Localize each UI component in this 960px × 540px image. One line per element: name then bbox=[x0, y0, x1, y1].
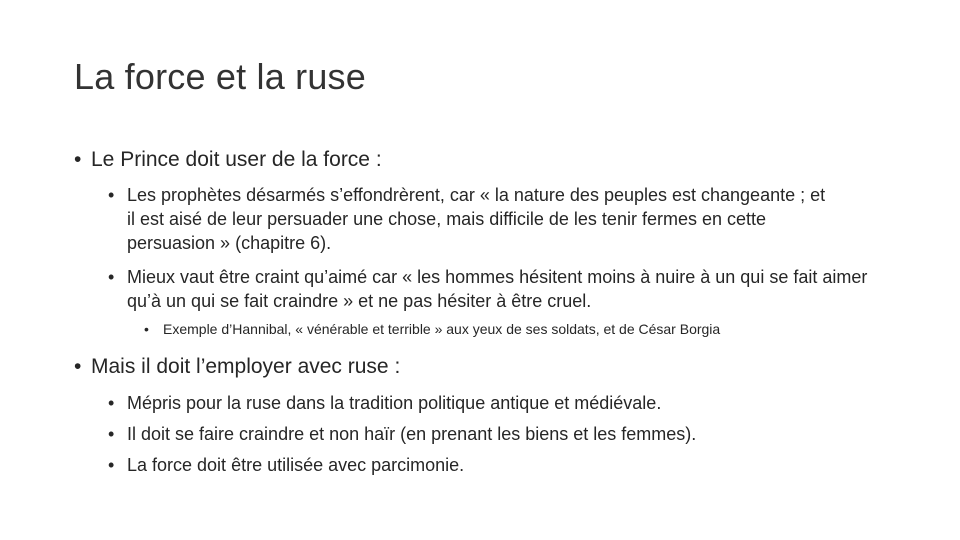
bullet-level2-mepris bbox=[108, 391, 661, 415]
bullet-level1-force bbox=[74, 148, 382, 172]
bullet-text: Mépris pour la ruse dans la tradition politique antique et médiévale. bbox=[127, 393, 662, 413]
bullet-text: La force doit être utilisée avec parcimonie. bbox=[127, 455, 465, 475]
bullet-text: Le Prince doit user de la force : bbox=[91, 148, 382, 171]
slide-title: La force et la ruse bbox=[74, 56, 366, 97]
bullet-glyph: • bbox=[74, 148, 82, 171]
bullet-text: Mieux vaut être craint qu’aimé car « les hommes hésitent moins à nuire à un qui se fait aimer qu’à un qui se fait craindre » et ne pas hésiter à être cruel. bbox=[127, 267, 868, 311]
bullet-glyph: • bbox=[108, 393, 115, 413]
bullet-level1-ruse bbox=[74, 355, 400, 379]
bullet-glyph: • bbox=[108, 424, 115, 444]
bullet-text: Les prophètes désarmés s’effondrèrent, car « la nature des peuples est changeante ; et il est aisé de leur persuader une chose, mais difficile de les tenir fermes en cette persuasion » (chapitre 6). bbox=[127, 185, 826, 253]
bullet-level2-craint bbox=[108, 265, 887, 313]
bullet-text: Exemple d’Hannibal, « vénérable et terrible » aux yeux de ses soldats, et de César Borgia bbox=[163, 321, 721, 337]
bullet-glyph: • bbox=[74, 355, 82, 378]
bullet-glyph: • bbox=[144, 321, 149, 337]
bullet-level2-prophetes bbox=[108, 183, 837, 255]
bullet-level2-craindre bbox=[108, 422, 696, 446]
bullet-glyph: • bbox=[108, 455, 115, 475]
bullet-text: Il doit se faire craindre et non haïr (en prenant les biens et les femmes). bbox=[127, 424, 697, 444]
bullet-level2-parcimonie bbox=[108, 453, 464, 477]
bullet-level3-hannibal bbox=[144, 321, 720, 337]
bullet-glyph: • bbox=[108, 267, 115, 287]
bullet-text: Mais il doit l’employer avec ruse : bbox=[91, 355, 401, 378]
bullet-glyph: • bbox=[108, 185, 115, 205]
